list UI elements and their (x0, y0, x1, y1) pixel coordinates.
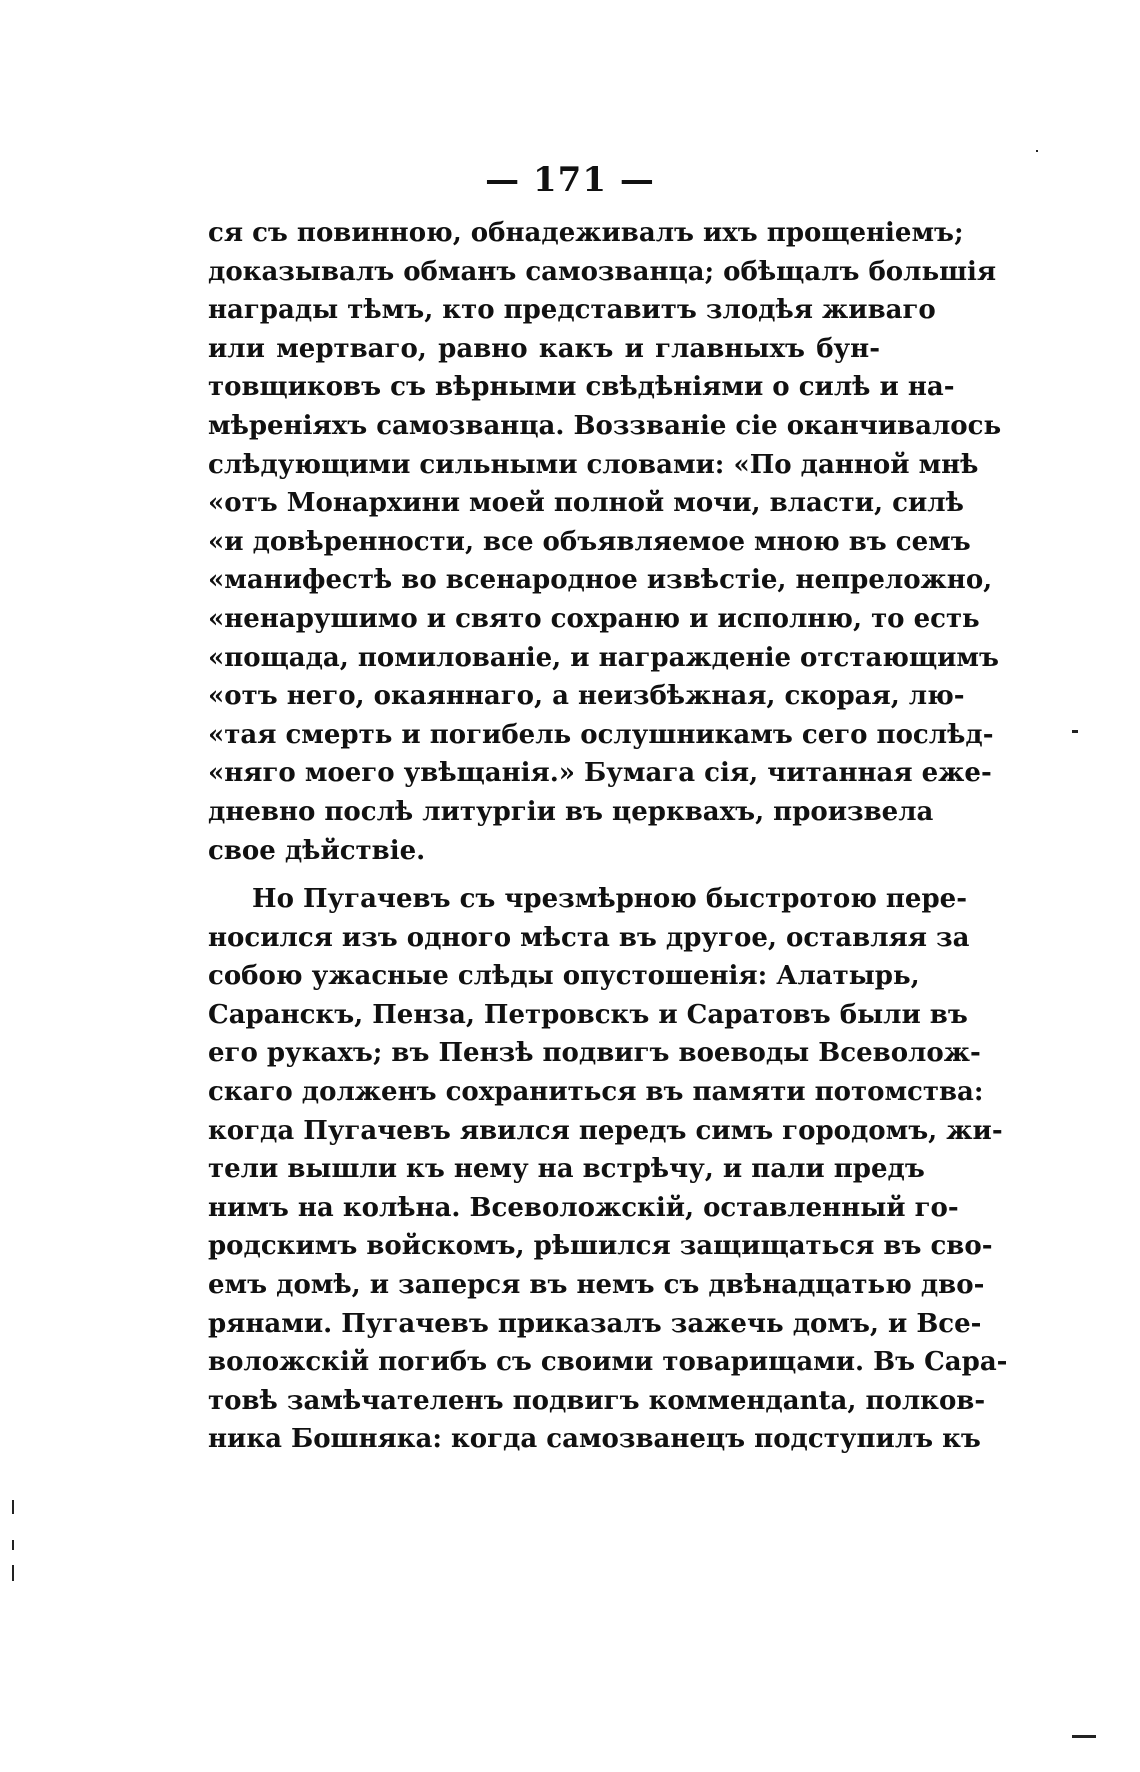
text-line: его рукахъ; въ Пензѣ подвигъ воеводы Всеволож- (208, 1038, 981, 1069)
text-line: ся съ повинною, обнадеживалъ ихъ прощеніемъ; (208, 218, 964, 248)
scan-speck (12, 1540, 14, 1550)
text-line: родскимъ войскомъ, рѣшился защищаться въ сво- (208, 1231, 993, 1262)
text-line: воложскій погибъ съ своими товарищами. Въ Сара- (208, 1347, 1008, 1378)
paragraph-gap (208, 870, 880, 880)
text-line: «и довѣренности, все объявляемое мною въ семъ (208, 526, 971, 557)
text-line: «тая смерть и погибель ослушникамъ сего послѣд- (208, 719, 994, 750)
text-line: собою ужасные слѣды опустошенія: Алатырь, (208, 961, 920, 992)
text-line: скаго долженъ сохраниться въ памяти потомства: (208, 1077, 984, 1108)
paragraph-2 (208, 880, 1008, 1459)
text-line: емъ домѣ, и заперся въ немъ съ двѣнадцатью дво- (208, 1270, 985, 1301)
scan-speck (1036, 150, 1038, 152)
paragraph-1 (208, 214, 1002, 870)
text-line: мѣреніяхъ самозванца. Воззваніе сіе оканчивалось (208, 410, 1002, 441)
text-line: доказывалъ обманъ самозванца; обѣщалъ большія (208, 256, 997, 287)
text-line: или мертваго, равно какъ и главныхъ бун- (208, 333, 880, 364)
scan-speck (1072, 730, 1078, 733)
text-line: товѣ замѣчателенъ подвигъ коммендanta, полков- (208, 1385, 986, 1416)
scan-speck (1072, 1735, 1096, 1738)
text-line: Саранскъ, Пенза, Петровскъ и Саратовъ были въ (208, 999, 968, 1030)
text-line: награды тѣмъ, кто представитъ злодѣя живаго (208, 295, 936, 326)
text-line: дневно послѣ литургіи въ церквахъ, произвела (208, 796, 934, 827)
page-number: — 171 — (485, 160, 655, 200)
text-line: «пощада, помилованіе, и награжденіе отстающимъ (208, 642, 999, 673)
text-line: когда Пугачевъ явился передъ симъ городомъ, жи- (208, 1115, 1003, 1146)
text-line: «отъ Монархини моей полной мочи, власти, силѣ (208, 488, 964, 519)
text-line-first: Но Пугачевъ съ чрезмѣрною быстротою пере- (252, 884, 967, 915)
text-line: нимъ на колѣна. Всеволожскій, оставленный го- (208, 1192, 959, 1223)
text-line: тели вышли къ нему на встрѣчу, и пали предъ (208, 1154, 925, 1185)
text-line: товщиковъ съ вѣрными свѣдѣніями о силѣ и на- (208, 372, 955, 403)
text-line: рянами. Пугачевъ приказалъ зажечь домъ, и Все- (208, 1308, 982, 1339)
text-line: носился изъ одного мѣста въ другое, оставляя за (208, 922, 970, 953)
text-line: «няго моего увѣщанія.» Бумага сія, читанная еже- (208, 758, 992, 789)
text-line: ника Бошняка: когда самозванецъ подступилъ къ (208, 1424, 981, 1455)
body-text (208, 214, 1008, 1459)
text-line: слѣдующими сильными словами: «По данной мнѣ (208, 449, 979, 480)
text-line: «манифестѣ во всенародное извѣстіе, непреложно, (208, 565, 993, 596)
text-line-last: свое дѣйствіе. (208, 835, 426, 866)
text-line: «отъ него, окаяннаго, а неизбѣжная, скорая, лю- (208, 681, 965, 712)
text-line: «ненарушимо и свято сохраню и исполню, то есть (208, 603, 980, 634)
scan-speck (12, 1565, 14, 1581)
scan-speck (12, 1500, 14, 1514)
